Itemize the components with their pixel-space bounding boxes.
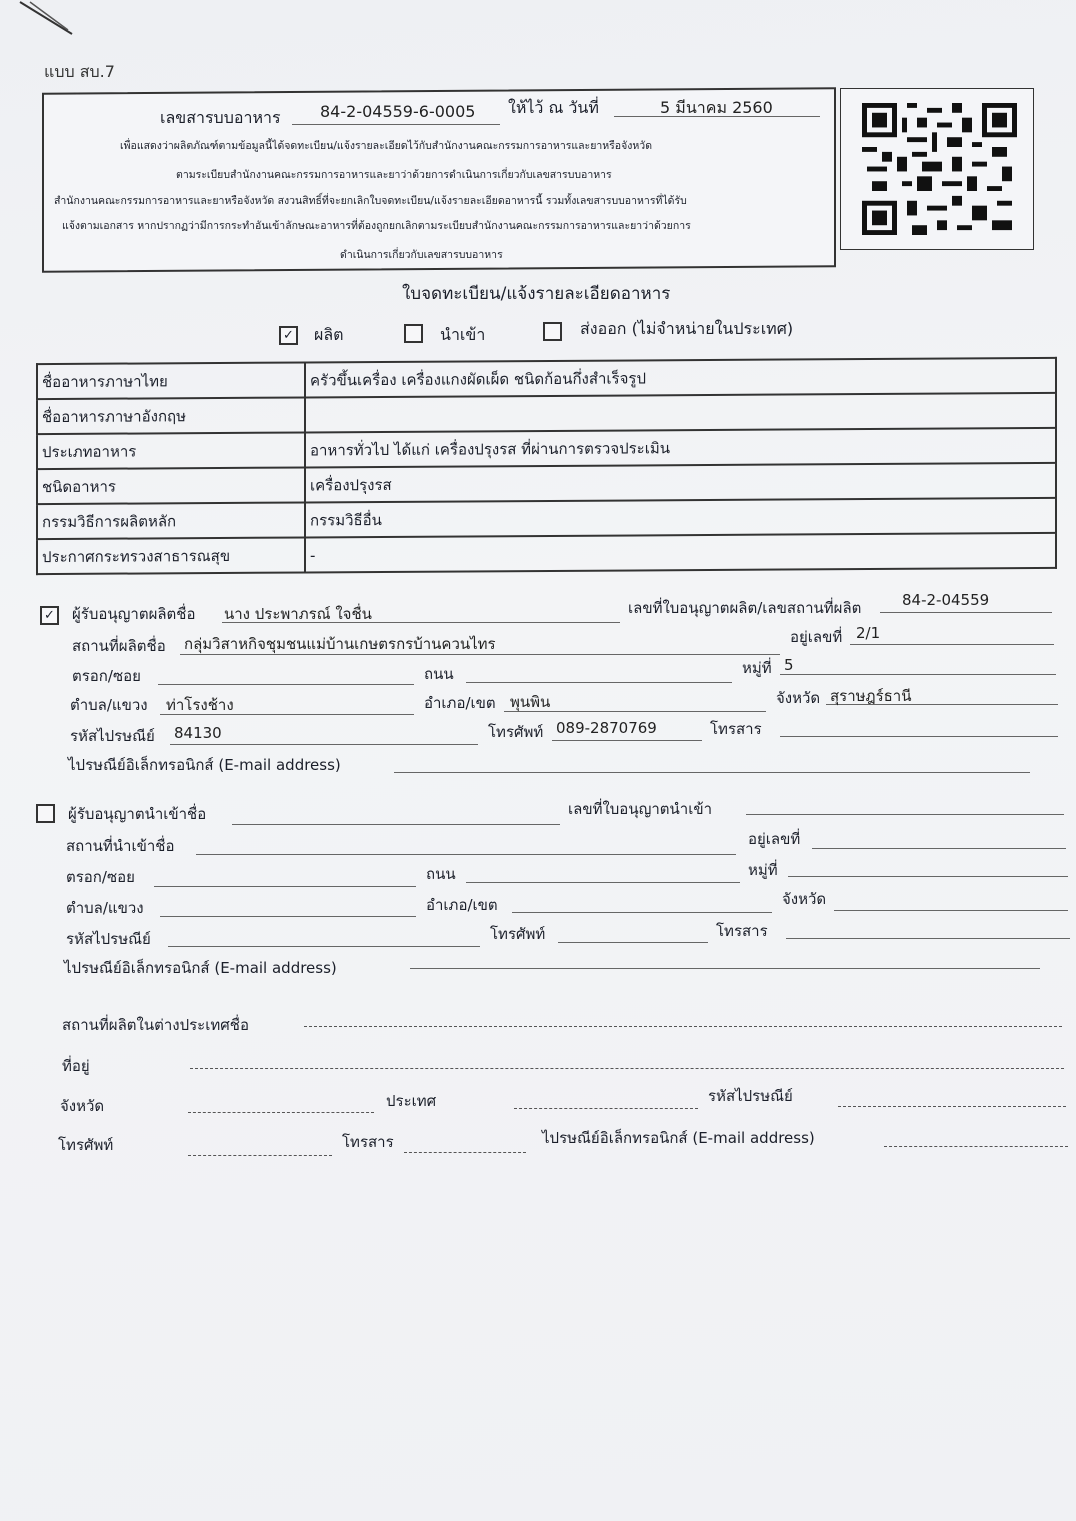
header-para-line-3: สำนักงานคณะกรรมการอาหารและยาหรือจังหวัด สงวนสิทธิ์ที่จะยกเลิกใบจดทะเบียน/แจ้งรายละเอียดอาหารนี้ รวมทั้งเลขสารบบอาหารที่ได้รับ [54,195,687,207]
importer-postcode-label: รหัสไปรษณีย์ [66,930,151,948]
producer-soi-label: ตรอก/ซอย [72,667,141,685]
importer-road-label: ถนน [426,865,456,883]
foreign-address-label: ที่อยู่ [62,1057,90,1075]
importer-amphoe-label: อำเภอ/เขต [426,896,498,914]
foreign-postcode-label: รหัสไปรษณีย์ [708,1087,793,1105]
importer-phone-label: โทรศัพท์ [490,925,546,943]
producer-license-value: 84-2-04559 [902,591,990,609]
corner-marks [10,0,80,40]
producer-checkbox[interactable]: ✓ [40,606,59,625]
producer-postcode-value: 84130 [174,724,222,742]
producer-postcode-label: รหัสไปรษณีย์ [70,727,155,745]
ministry-notice-value: - [305,533,1056,573]
english-name-value [305,393,1056,433]
producer-place-value: กลุ่มวิสาหกิจชุมชนแม่บ้านเกษตรกรบ้านควนไทร [184,635,496,653]
ministry-notice-label: ประกาศกระทรวงสาธารณสุข [37,537,305,574]
type-import-checkbox[interactable] [404,324,423,343]
producer-name-value: นาง ประพาภรณ์ ใจชื่น [224,605,372,623]
foreign-place-label: สถานที่ผลิตในต่างประเทศชื่อ [62,1016,249,1034]
thai-name-label: ชื่ออาหารภาษาไทย [37,362,305,399]
importer-name-label: ผู้รับอนุญาตนำเข้าชื่อ [68,805,207,823]
importer-license-label: เลขที่ใบอนุญาตนำเข้า [568,800,712,818]
producer-road-label: ถนน [424,665,454,683]
producer-moo-value: 5 [784,656,794,674]
producer-moo-label: หมู่ที่ [742,659,772,677]
importer-house-label: อยู่เลขที่ [748,830,801,848]
producer-amphoe-value: พุนพิน [510,693,551,711]
food-category-value: อาหารทั่วไป ได้แก่ เครื่องปรุงรส ที่ผ่านการตรวจประเมิน [305,428,1056,468]
importer-checkbox[interactable] [36,804,55,823]
food-kind-label: ชนิดอาหาร [37,467,305,504]
importer-tambon-label: ตำบล/แขวง [66,899,144,917]
importer-province-label: จังหวัด [782,890,827,908]
producer-email-label: ไปรษณีย์อิเล็กทรอนิกส์ (E-mail address) [68,756,341,774]
qr-code-image [862,103,1017,235]
date-label: ให้ไว้ ณ วันที่ [508,98,599,117]
process-label: กรรมวิธีการผลิตหลัก [37,502,305,539]
type-produce-checkbox[interactable]: ✓ [279,326,298,345]
producer-province-value: สุราษฎร์ธานี [830,687,912,705]
table-row [37,533,1056,574]
producer-tambon-value: ท่าโรงช้าง [166,696,234,714]
importer-email-label: ไปรษณีย์อิเล็กทรอนิกส์ (E-mail address) [64,959,337,977]
header-para-line-1: เพื่อแสดงว่าผลิตภัณฑ์ตามข้อมูลนี้ได้จดทะเบียน/แจ้งรายละเอียดไว้กับสำนักงานคณะกรรมการอาหารและยาหรือจังหวัด [120,140,653,152]
date-value: 5 มีนาคม 2560 [660,98,773,117]
english-name-label: ชื่ออาหารภาษาอังกฤษ [37,397,305,434]
header-para-line-4: แจ้งตามเอกสาร หากปรากฏว่ามีการกระทำอันเข้าลักษณะอาหารที่ต้องถูกยกเลิกตามระเบียบสำนักงานคณะกรรมการอาหารและยาว่าด้วยการ [62,220,691,232]
producer-amphoe-label: อำเภอ/เขต [424,694,496,712]
importer-place-label: สถานที่นำเข้าชื่อ [66,837,175,855]
producer-fax-label: โทรสาร [710,720,762,738]
producer-license-label: เลขที่ใบอนุญาตผลิต/เลขสถานที่ผลิต [628,599,862,617]
food-info-table [36,357,1057,575]
foreign-country-label: ประเทศ [386,1092,437,1110]
producer-phone-value: 089-2870769 [556,719,657,737]
producer-house-label: อยู่เลขที่ [790,628,843,646]
food-category-label: ประเภทอาหาร [37,432,305,469]
producer-phone-label: โทรศัพท์ [488,723,544,741]
type-import-label: นำเข้า [440,325,486,344]
importer-moo-label: หมู่ที่ [748,861,778,879]
producer-tambon-label: ตำบล/แขวง [70,696,148,714]
foreign-phone-label: โทรศัพท์ [58,1136,114,1154]
process-value: กรรมวิธีอื่น [305,498,1056,538]
thai-name-value: ครัวขึ้นเครื่อง เครื่องแกงผัดเผ็ด ชนิดก้อนกึ่งสำเร็จรูป [305,358,1056,398]
document-title: ใบจดทะเบียน/แจ้งรายละเอียดอาหาร [402,284,671,304]
producer-place-label: สถานที่ผลิตชื่อ [72,637,166,655]
producer-name-label: ผู้รับอนุญาตผลิตชื่อ [72,605,196,623]
type-export-checkbox[interactable] [543,322,562,341]
reg-label: เลขสารบบอาหาร [160,108,281,127]
reg-value: 84-2-04559-6-0005 [320,102,476,121]
producer-house-value: 2/1 [856,624,881,642]
foreign-email-label: ไปรษณีย์อิเล็กทรอนิกส์ (E-mail address) [542,1129,815,1147]
importer-soi-label: ตรอก/ซอย [66,868,135,886]
form-code: แบบ สบ.7 [44,62,115,81]
food-kind-value: เครื่องปรุงรส [305,463,1056,503]
foreign-fax-label: โทรสาร [342,1133,394,1151]
producer-province-label: จังหวัด [776,689,821,707]
type-export-label: ส่งออก (ไม่จำหน่ายในประเทศ) [580,319,794,338]
type-produce-label: ผลิต [314,325,344,344]
header-para-line-5: ดำเนินการเกี่ยวกับเลขสารบบอาหาร [340,249,503,261]
header-para-line-2: ตามระเบียบสำนักงานคณะกรรมการอาหารและยาว่าด้วยการดำเนินการเกี่ยวกับเลขสารบบอาหาร [176,169,612,181]
foreign-province-label: จังหวัด [60,1097,105,1115]
importer-fax-label: โทรสาร [716,922,768,940]
